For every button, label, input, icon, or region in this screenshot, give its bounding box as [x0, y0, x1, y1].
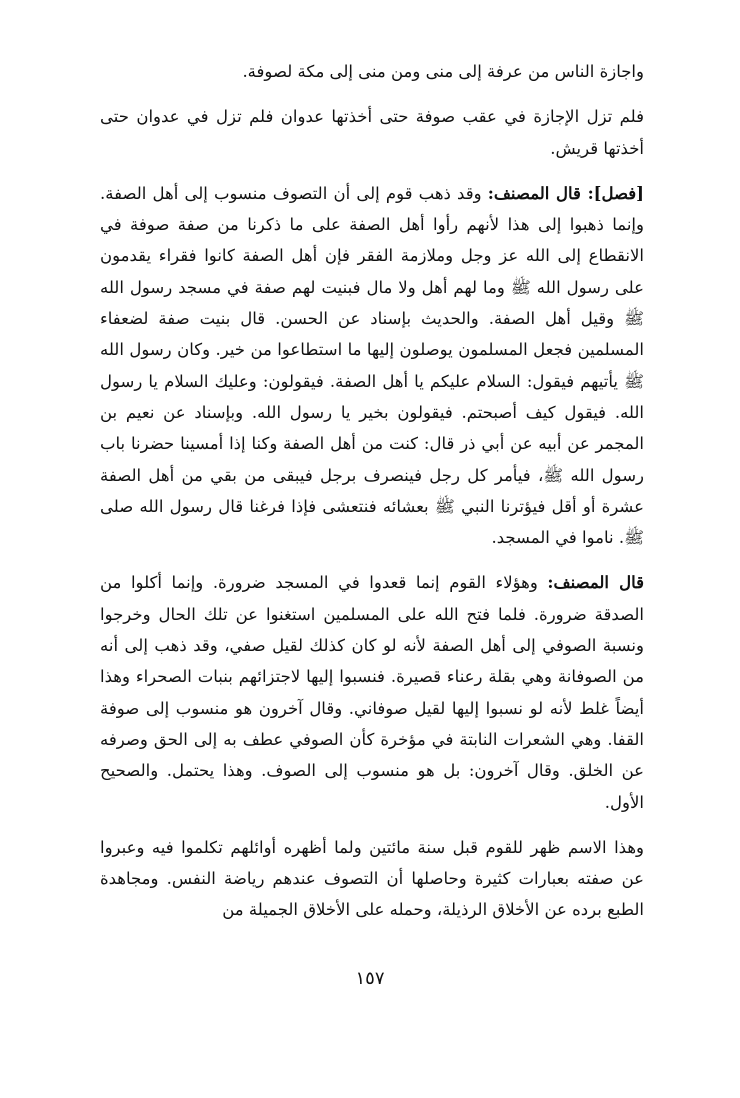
page-number: ١٥٧: [355, 968, 385, 989]
paragraph-1: [100, 56, 644, 87]
paragraph-4: [100, 567, 644, 817]
paragraph-3-text: وقد ذهب قوم إلى أن التصوف منسوب إلى أهل الصفة. وإنما ذهبوا إلى هذا لأنهم رأوا أهل الصفة على ما ذكرنا من صفة صوفة في الانقطاع إلى الله عز وجل وملازمة الفقر فإن أهل الصفة كانوا فقراء يقدمون على رسول الله ﷺ وما لهم أهل ولا مال فبنيت لهم صفة في مسجد رسول الله ﷺ وقيل أهل الصفة. والحديث بإسناد عن الحسن. قال بنيت صفة لضعفاء المسلمين فجعل المسلمون يوصلون إليها ما استطاعوا من خير. وكان رسول الله ﷺ يأتيهم فيقول: السلام عليكم يا أهل الصفة. فيقولون: وعليك السلام يا رسول الله. فيقول كيف أصبحتم. فيقولون بخير يا رسول الله. وبإسناد عن نعيم بن المجمر عن أبيه عن أبي ذر قال: كنت من أهل الصفة وكنا إذا أمسينا حضرنا باب رسول الله ﷺ، فيأمر كل رجل فينصرف برجل فيبقى من بقي من أهل الصفة عشرة أو أقل فيؤترنا النبي ﷺ بعشائه فنتعشى فإذا فرغنا قال رسول الله صلى ﷺ. ناموا في المسجد.: [100, 183, 644, 548]
paragraph-4-text: وهؤلاء القوم إنما قعدوا في المسجد ضرورة. وإنما أكلوا من الصدقة ضرورة. فلما فتح الله على المسلمين استغنوا عن تلك الحال وخرجوا ونسبة الصوفي إلى أهل الصفة لأنه لو كان كذلك لقيل صفي، وقد ذهب إلى أنه من الصوفانة وهي بقلة رعناء قصيرة. فنسبوا إليها لاجتزائهم بنبات الصحراء وهذا أيضاً غلط لأنه لو نسبوا إليها لقيل صوفاني. وقال آخرون هو منسوب إلى صوفة القفا. وهي الشعرات النابتة في مؤخرة كأن الصوفي عطف به إلى الحق وصرفه عن الخلق. وقال آخرون: بل هو منسوب إلى الصوف. وهذا يحتمل. والصحيح الأول.: [100, 573, 644, 812]
paragraph-2-text: فلم تزل الإجازة في عقب صوفة حتى أخذتها عدوان فلم تزل في عدوان حتى أخذتها قريش.: [100, 107, 644, 158]
paragraph-5: [100, 832, 644, 926]
paragraph-5-text: وهذا الاسم ظهر للقوم قبل سنة مائتين ولما أظهره أوائلهم تكلموا فيه وعبروا عن صفته بعبارات كثيرة وحاصلها أن التصوف عندهم رياضة النفس. ومجاهدة الطبع برده عن الأخلاق الرذيلة، وحمله على الأخلاق الجميلة من: [100, 837, 644, 920]
paragraph-3: [100, 178, 644, 554]
paragraph-1-text: واجازة الناس من عرفة إلى منى ومن منى إلى مكة لصوفة.: [242, 62, 644, 81]
paragraph-4-lead: قال المصنف:: [547, 573, 644, 593]
paragraph-3-lead: [فصل]: قال المصنف:: [487, 183, 644, 203]
page-body: [100, 56, 644, 940]
paragraph-2: [100, 101, 644, 164]
